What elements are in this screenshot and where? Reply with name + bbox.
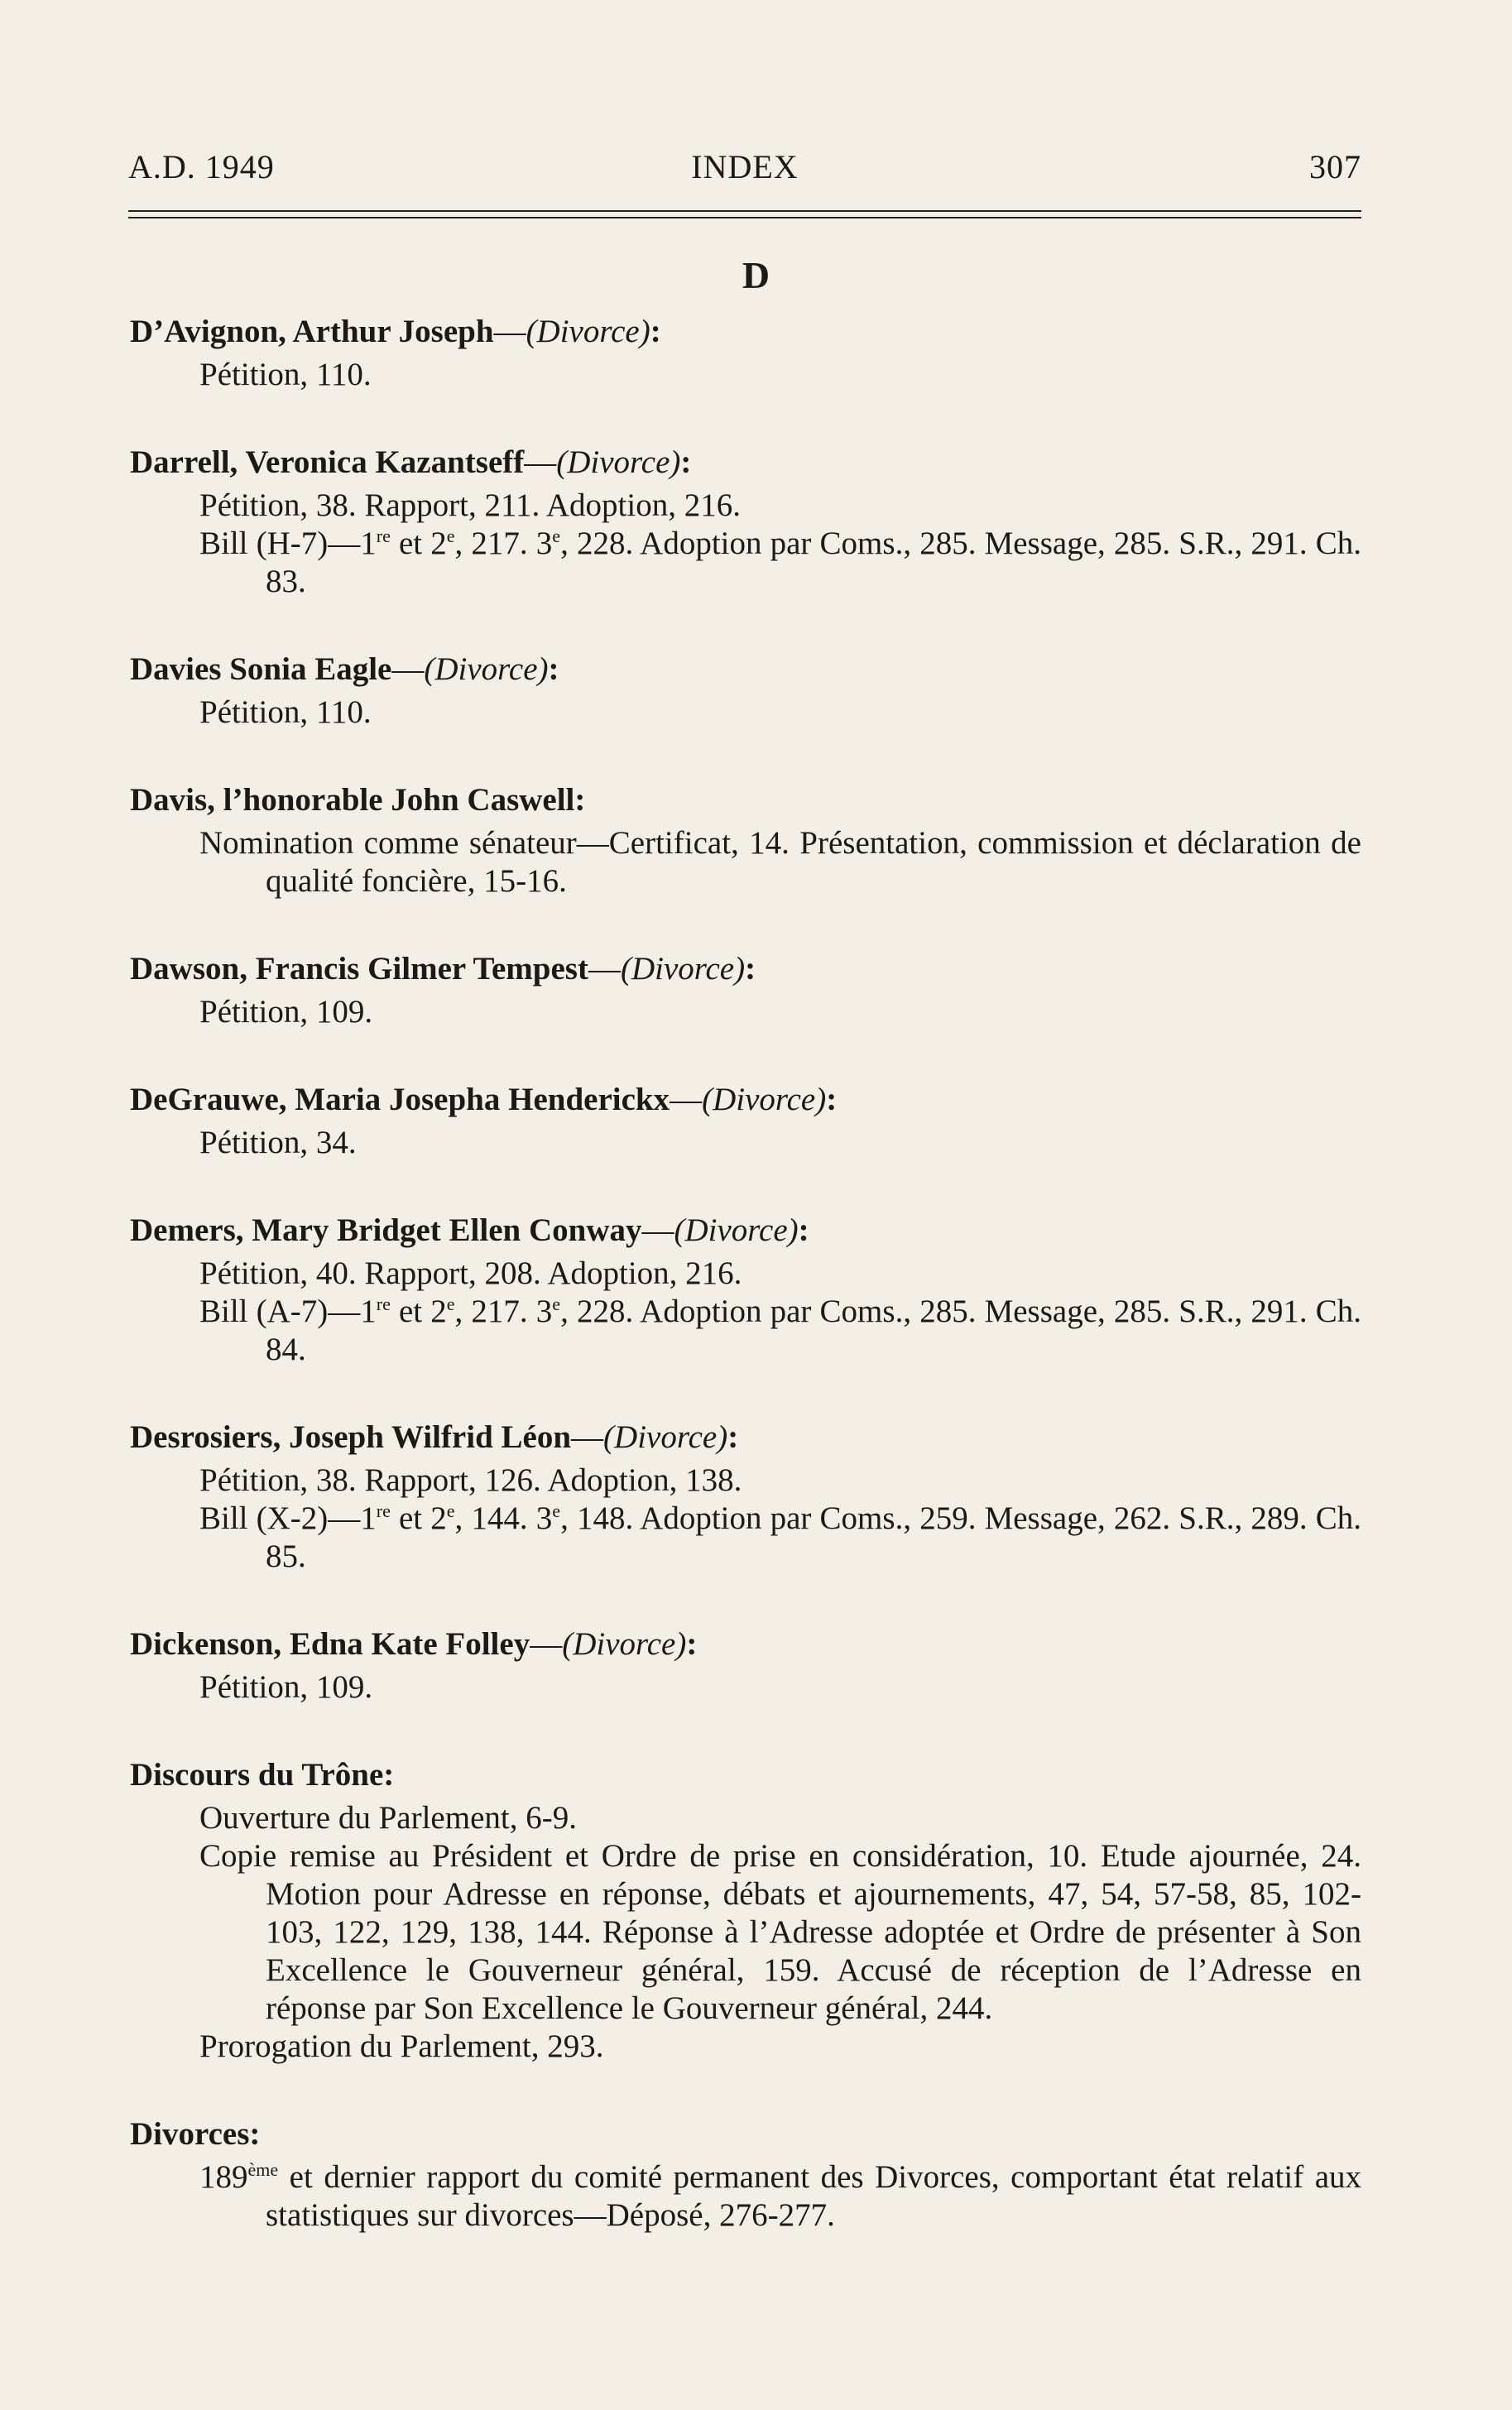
header-rule-top <box>128 210 1361 212</box>
entry-heading: Dickenson, Edna Kate Folley—(Divorce): <box>130 1626 698 1662</box>
index-entry <box>130 950 1361 1031</box>
index-entry <box>130 1756 1361 2066</box>
index-entry <box>130 2115 1361 2235</box>
entry-tag: (Divorce) <box>556 444 681 480</box>
entry-tag: (Divorce) <box>702 1082 827 1117</box>
entry-name: Discours du Trône <box>130 1757 384 1793</box>
entry-tag: (Divorce) <box>603 1419 728 1455</box>
entry-name: Davies Sonia Eagle <box>130 651 392 687</box>
entry-heading: Discours du Trône: <box>130 1757 395 1793</box>
entry-line: Pétition, 38. Rapport, 126. Adoption, 138. <box>199 1462 742 1498</box>
entry-line: Bill (A-7)—1re et 2e, 217. 3e, 228. Adoption par Coms., 285. Message, 285. S.R., 291. Ch. 84. <box>199 1294 1361 1367</box>
entry-line: Ouverture du Parlement, 6-9. <box>199 1800 577 1836</box>
entry-heading: DeGrauwe, Maria Josepha Henderickx—(Divorce): <box>130 1082 838 1117</box>
index-entry <box>130 651 1361 732</box>
entry-name: Davis, l’honorable John Caswell <box>130 782 575 818</box>
entry-heading: Dawson, Francis Gilmer Tempest—(Divorce): <box>130 951 756 987</box>
running-head <box>128 147 1361 197</box>
section-letter: D <box>742 254 770 296</box>
index-entry <box>130 1212 1361 1369</box>
index-entry <box>130 1625 1361 1707</box>
index-entry <box>130 313 1361 394</box>
entry-heading: Davies Sonia Eagle—(Divorce): <box>130 651 559 687</box>
entry-line: Pétition, 34. <box>199 1125 357 1160</box>
index-entry <box>130 1081 1361 1162</box>
entry-tag: (Divorce) <box>424 651 549 687</box>
entry-name: Dawson, Francis Gilmer Tempest <box>130 951 588 987</box>
index-entries <box>130 313 1361 2284</box>
entry-line: Prorogation du Parlement, 293. <box>199 2028 604 2064</box>
entry-heading: Divorces: <box>130 2116 261 2152</box>
entry-line: Bill (H-7)—1re et 2e, 217. 3e, 228. Adoption par Coms., 285. Message, 285. S.R., 291. Ch. 83. <box>199 526 1361 599</box>
entry-line: 189ème et dernier rapport du comité permanent des Divorces, comportant état relatif aux statistiques sur divorces—Déposé, 276-277. <box>199 2159 1361 2233</box>
entry-tag: (Divorce) <box>562 1626 687 1662</box>
entry-heading: Davis, l’honorable John Caswell: <box>130 782 586 818</box>
entry-tag: (Divorce) <box>526 314 650 349</box>
entry-line: Pétition, 109. <box>199 994 373 1030</box>
entry-name: D’Avignon, Arthur Joseph <box>130 314 494 349</box>
entry-name: Dickenson, Edna Kate Folley <box>130 1626 530 1662</box>
entry-line: Nomination comme sénateur—Certificat, 14. Présentation, commission et déclaration de qualité foncière, 15-16. <box>199 825 1361 899</box>
header-rule-bottom <box>128 217 1361 218</box>
entry-line: Bill (X-2)—1re et 2e, 144. 3e, 148. Adoption par Coms., 259. Message, 262. S.R., 289. Ch. 85. <box>199 1500 1361 1574</box>
header-title: INDEX <box>691 148 799 185</box>
entry-line: Pétition, 110. <box>199 694 372 730</box>
entry-heading: D’Avignon, Arthur Joseph—(Divorce): <box>130 314 661 349</box>
index-entry <box>130 1419 1361 1576</box>
entry-line: Pétition, 110. <box>199 357 372 392</box>
header-year: A.D. 1949 <box>128 148 275 185</box>
entry-tag: (Divorce) <box>620 951 746 987</box>
entry-name: Darrell, Veronica Kazantseff <box>130 444 525 480</box>
entry-name: Desrosiers, Joseph Wilfrid Léon <box>130 1419 572 1455</box>
entry-name: DeGrauwe, Maria Josepha Henderickx <box>130 1082 670 1117</box>
index-entry <box>130 444 1361 601</box>
entry-line: Pétition, 109. <box>199 1669 373 1705</box>
entry-line: Copie remise au Président et Ordre de prise en considération, 10. Etude ajournée, 24. Motion pour Adresse en réponse, débats et ajournements, 47, 54, 57-58, 85, 102-103, 122, 129, 138, 144. Réponse à l’Adresse adoptée et Ordre de présenter à Son Excellence le Gouverneur général, 159. Accusé de réception de l’Adresse en réponse par Son Excellence le Gouverneur général, 244. <box>199 1838 1361 2026</box>
entry-line: Pétition, 38. Rapport, 211. Adoption, 216. <box>199 487 741 523</box>
entry-tag: (Divorce) <box>674 1212 799 1248</box>
entry-heading: Darrell, Veronica Kazantseff—(Divorce): <box>130 444 692 480</box>
entry-name: Demers, Mary Bridget Ellen Conway <box>130 1212 642 1248</box>
index-entry <box>130 781 1361 900</box>
entry-name: Divorces <box>130 2116 250 2152</box>
page-number: 307 <box>1309 148 1361 185</box>
entry-heading: Desrosiers, Joseph Wilfrid Léon—(Divorce): <box>130 1419 739 1455</box>
entry-line: Pétition, 40. Rapport, 208. Adoption, 216. <box>199 1255 742 1291</box>
entry-heading: Demers, Mary Bridget Ellen Conway—(Divorce): <box>130 1212 809 1248</box>
